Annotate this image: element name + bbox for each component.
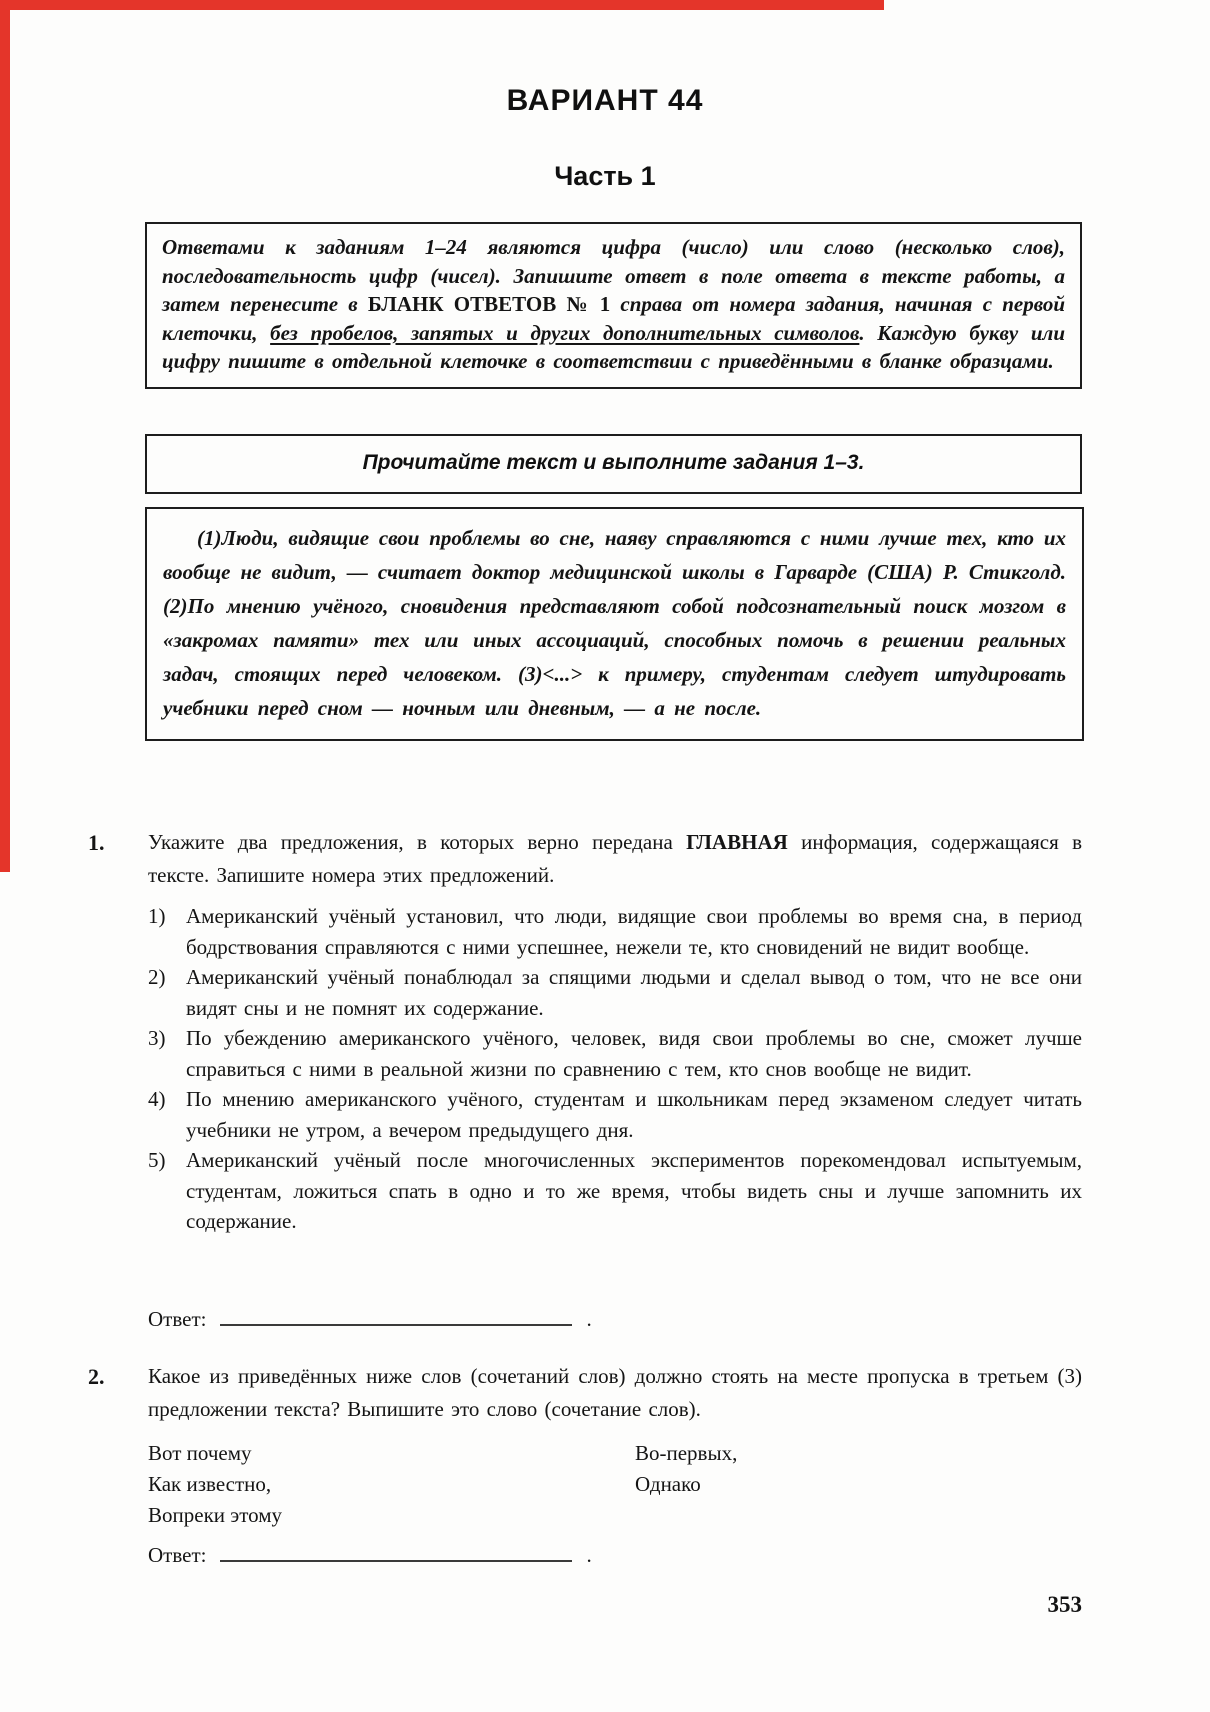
choice-item: Как известно, bbox=[148, 1472, 272, 1496]
question-1-text-after: информация, содержащаяся в тексте. Запишите номера этих предложений. bbox=[148, 830, 1082, 887]
passage-text: (1)Люди, видящие свои проблемы во сне, наяву справляются с ними лучше тех, кто их вообще не видит, — считает доктор медицинской школы в Гарварде (США) Р. Стикголд. (2)По мнению учёного, сновидения представляют собой подсознательный поиск мозгом в «закромах памяти» тех или иных ассоциаций, способных помочь в решении реальных задач, стоящих перед человеком. (3)<...> к примеру, студентам следует штудировать учебники перед сном — ночным или дневным, — а не после. bbox=[163, 526, 1066, 720]
question-1-emphasis: ГЛАВНАЯ bbox=[686, 830, 788, 854]
question-2-text: Какое из приведённых ниже слов (сочетаний слов) должно стоять на месте пропуска в третьем (3) предложении текста? Выпишите это слово (сочетание слов). bbox=[148, 1364, 1082, 1421]
choice-item: Однако bbox=[635, 1472, 701, 1496]
instructions-text bbox=[162, 233, 1065, 376]
question-1-answer-row bbox=[148, 1307, 592, 1332]
option-2-number: 2) bbox=[148, 965, 166, 989]
instructions-part1: Ответами к заданиям 1–24 являются цифра (число) или слово (несколько слов), последовательность цифр (чисел). Запишите ответ в поле ответа в тексте работы, а затем перенесите в bbox=[162, 235, 1065, 316]
question-1-answer-period: . bbox=[586, 1307, 592, 1331]
option-3-text: По убеждению американского учёного, человек, видя свои проблемы во сне, сможет лучше справиться с ними в реальной жизни по сравнению с тем, кто снов вообще не видит. bbox=[186, 1026, 1082, 1081]
option-row-5 bbox=[148, 1145, 1082, 1237]
question-2-answer-period: . bbox=[586, 1543, 592, 1567]
question-2 bbox=[88, 1360, 1082, 1426]
choice-item: Во-первых, bbox=[635, 1441, 738, 1465]
option-4-number: 4) bbox=[148, 1087, 166, 1111]
choices-column-2 bbox=[635, 1438, 737, 1500]
choices-column-1 bbox=[148, 1438, 282, 1531]
option-1-text: Американский учёный установил, что люди, видящие свои проблемы во время сна, в период бодрствования справляются с ними успешнее, нежели те, кто сновидений не видит вообще. bbox=[186, 904, 1082, 959]
question-1-number: 1. bbox=[88, 830, 105, 855]
choice-item: Вот почему bbox=[148, 1441, 252, 1465]
question-1-answer-blank[interactable] bbox=[220, 1308, 572, 1326]
question-2-answer-label: Ответ: bbox=[148, 1543, 207, 1567]
instructions-part3: . Каждую букву или цифру пишите в отдельной клеточке в соответствии с приведёнными в бланке образцами. bbox=[162, 320, 1065, 373]
question-2-answer-blank[interactable] bbox=[220, 1544, 572, 1562]
option-row-1 bbox=[148, 901, 1082, 962]
question-2-number: 2. bbox=[88, 1364, 105, 1389]
passage-box bbox=[145, 507, 1084, 741]
question-1-text-before: Укажите два предложения, в которых верно передана bbox=[148, 830, 687, 854]
option-5-number: 5) bbox=[148, 1148, 166, 1172]
question-2-answer-row bbox=[148, 1543, 592, 1568]
page-number: 353 bbox=[1047, 1592, 1082, 1617]
reading-instruction-text: Прочитайте текст и выполните задания 1–3. bbox=[362, 451, 865, 474]
option-2-text: Американский учёный понаблюдал за спящими людьми и сделал вывод о том, что не все они видят сны и не помнят их содержание. bbox=[186, 965, 1082, 1020]
question-1-answer-label: Ответ: bbox=[148, 1307, 207, 1331]
instructions-box bbox=[145, 222, 1082, 389]
question-1 bbox=[88, 826, 1082, 892]
option-row-3 bbox=[148, 1023, 1082, 1084]
question-1-options bbox=[148, 901, 1082, 1237]
option-3-number: 3) bbox=[148, 1026, 166, 1050]
question-1-text bbox=[148, 826, 1082, 892]
variant-title: ВАРИАНТ 44 bbox=[506, 84, 704, 117]
answer-sheet-name: БЛАНК ОТВЕТОВ № 1 bbox=[367, 292, 611, 316]
option-5-text: Американский учёный после многочисленных экспериментов порекомендовал испытуемым, студентам, ложиться спать в одно и то же время, чтобы видеть сны и лучше запомнить их содержание. bbox=[186, 1148, 1082, 1233]
reading-instruction-box bbox=[145, 434, 1082, 494]
option-row-2 bbox=[148, 962, 1082, 1023]
choice-item: Вопреки этому bbox=[148, 1503, 283, 1527]
option-1-number: 1) bbox=[148, 904, 166, 928]
part-title: Часть 1 bbox=[554, 161, 656, 191]
scan-artifact-left bbox=[0, 0, 10, 872]
option-row-4 bbox=[148, 1084, 1082, 1145]
scan-artifact-top bbox=[0, 0, 884, 10]
instructions-underlined: без пробелов, запятых и других дополнительных символов bbox=[270, 320, 860, 345]
option-4-text: По мнению американского учёного, студентам и школьникам перед экзаменом следует читать учебники не утром, а вечером предыдущего дня. bbox=[186, 1087, 1082, 1142]
instructions-part2: справа от номера задания, начиная с первой клеточки, bbox=[162, 292, 1066, 345]
